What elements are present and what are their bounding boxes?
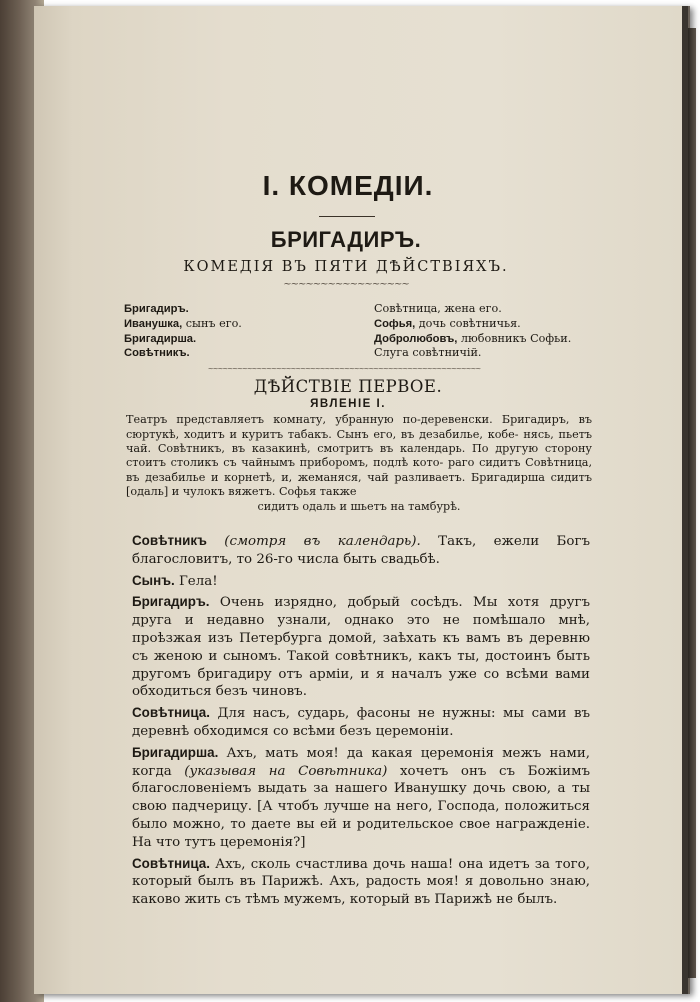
page-edge xyxy=(688,28,696,978)
speech: Совѣтница. Для насъ, сударь, фасоны не нужны: мы сами въ деревнѣ обходимся со всѣми безъ церемоніи. xyxy=(132,705,590,739)
cast-entry: Добролюбовъ, любовникъ Софьи. xyxy=(374,331,572,345)
cast-entry: Иванушка, сынъ его. xyxy=(124,316,242,330)
play-subtitle: КОМЕДІЯ ВЪ ПЯТИ ДѢЙСТВІЯХЪ. xyxy=(183,259,509,275)
cast-list xyxy=(124,302,594,361)
cast-entry: Бригадиръ. xyxy=(124,303,189,315)
act-title: ДѢЙСТВІЕ ПЕРВОЕ. xyxy=(253,377,443,397)
cast-entry: Совѣтница, жена его. xyxy=(374,302,502,315)
speech: Бригадирша. Ахъ, мать моя! да какая церемонія межъ нами, когда (указывая на Совѣтника) хочетъ онъ съ Божіимъ благословеніемъ выдать за нашего Иванушку дочь свою, а ты свою падчерицу. [А чтобъ лучше на него, Господа, положиться было можно, то даете вы ей и родительское свое награжденіе. На что тутъ церемонія?] xyxy=(132,744,590,850)
cast-entry: Софья, дочь совѣтничья. xyxy=(374,316,521,330)
stage-direction xyxy=(126,413,592,514)
speech: Сынъ. Гела! xyxy=(132,572,218,589)
speech: Совѣтница. Ахъ, сколь счастлива дочь наша! она идетъ за того, который былъ въ Парижѣ. Ахъ, радость моя! я довольно знаю, каково жить съ тѣмъ мужемъ, который въ Парижѣ не былъ. xyxy=(132,855,590,908)
speech: Бригадиръ. Очень изрядно, добрый сосѣдъ. Мы хотя другъ друга и недавно узнали, однако это не помѣшало мнѣ, проѣзжая изъ Петербурга домой, заѣхать къ вамъ въ деревню съ женою и сыномъ. Такой совѣтникъ, какъ ты, достоинъ быть другомъ бригадиру отъ арміи, и я началъ уже со всѣми вами обходиться безъ чиновъ. xyxy=(132,594,590,700)
page-content xyxy=(84,160,594,912)
ornament-divider: ~~~~~~~~~~~~~~~~~~~~~~~~~~~~~~~~~~~~~~~~~~~~~~~~~~~~~~~~ xyxy=(207,365,481,374)
section-title: I. КОМЕДІИ. xyxy=(262,170,434,201)
cast-entry: Совѣтникъ. xyxy=(124,347,190,360)
stage-line: нясь, пьетъ чай. Совѣтникъ, въ казакинѣ, смотритъ въ календарь. По xyxy=(126,427,593,455)
stage-line: раго сидитъ Совѣтница, въ дезабилье и корнетѣ, и, жеманяся, чай xyxy=(126,456,593,484)
cast-entry: Бригадирша. xyxy=(124,332,197,345)
stage-line: Театръ представляетъ комнату, убранную по-деревенски. Бригадиръ, xyxy=(126,413,570,427)
stage-line: сидитъ одаль и шьетъ на тамбурѣ. xyxy=(257,499,461,513)
stage-line: другую сторону стоитъ столикъ съ чайнымъ приборомъ, подлѣ кото- xyxy=(126,442,593,470)
speech: Совѣтникъ (смотря въ календарь). Такъ, ежели Богъ благословитъ, то 26-го числа быть свадьбѣ. xyxy=(132,533,590,567)
play-title: БРИГАДИРЪ. xyxy=(270,227,422,252)
title-rule xyxy=(319,216,375,217)
ornament-divider: ~~~~~~~~~~~~~~~~~ xyxy=(283,279,409,290)
stage-line: разливаетъ. Бригадирша сидитъ [одаль] и чулокъ вяжетъ. Софья также xyxy=(126,470,592,499)
cast-entry: Слуга совѣтничій. xyxy=(374,346,482,360)
stage-line: въ сюртукѣ, ходитъ и куритъ табакъ. Сынъ его, въ дезабилье, кобе- xyxy=(126,413,593,441)
scene-title: ЯВЛЕНІЕ I. xyxy=(310,398,386,411)
